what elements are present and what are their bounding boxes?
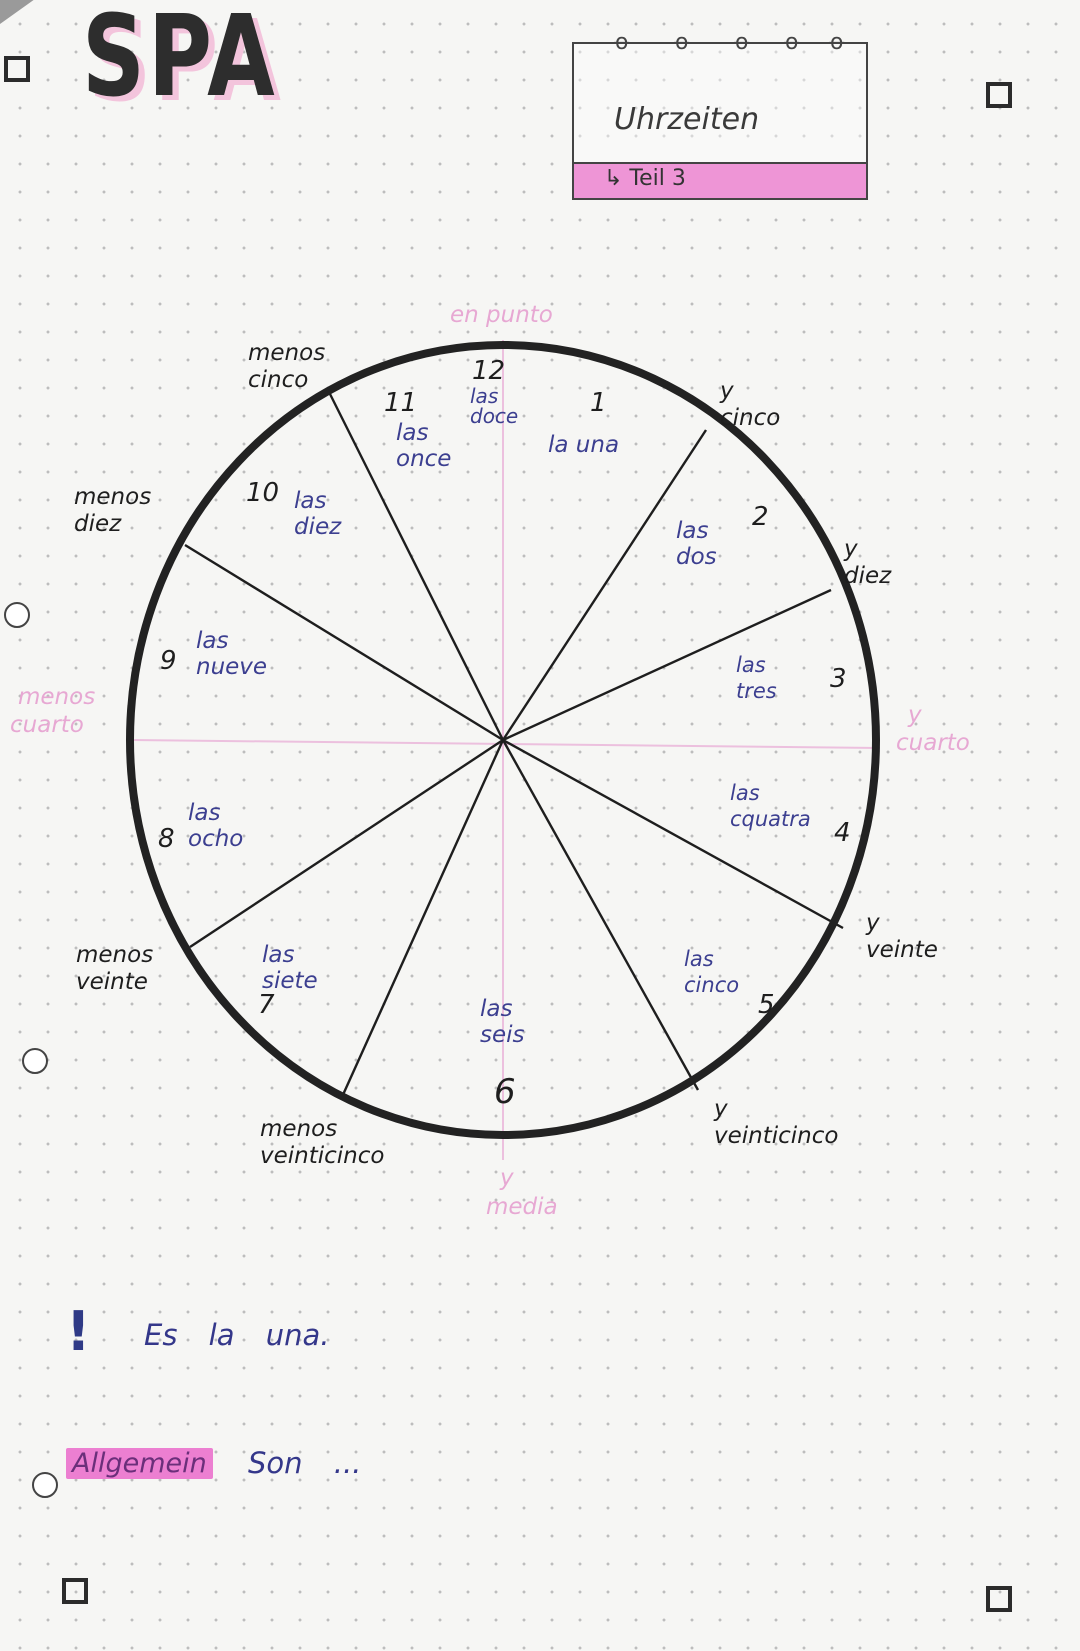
spiral-icon: ꝋ bbox=[674, 30, 690, 55]
hour-name: las dos bbox=[676, 518, 717, 570]
corner-marker-icon bbox=[986, 1586, 1012, 1612]
hour-name: las cinco bbox=[684, 947, 740, 997]
label-cuarto: cuarto bbox=[10, 712, 84, 738]
page-title: SPA bbox=[82, 0, 278, 122]
hour-number: 8 bbox=[158, 824, 175, 854]
label-y: y bbox=[500, 1165, 514, 1191]
hour-number: 11 bbox=[384, 388, 418, 418]
spiral-icon: ꝋ bbox=[734, 30, 750, 55]
hour-number: 10 bbox=[246, 478, 280, 508]
hour-number: 5 bbox=[758, 990, 775, 1020]
minute-label-5: y cinco bbox=[720, 378, 781, 431]
hour-number: 9 bbox=[160, 646, 177, 676]
minute-label-35: menos veinticinco bbox=[260, 1116, 385, 1169]
topic-title: Uhrzeiten bbox=[614, 102, 760, 137]
spiral-icon: ꝋ bbox=[614, 30, 630, 55]
hour-number: 12 bbox=[472, 356, 506, 386]
minute-label-55: menos cinco bbox=[248, 340, 326, 393]
minute-label-50: menos diez bbox=[74, 484, 152, 537]
hour-name: la una bbox=[548, 432, 620, 458]
hour-name: las siete bbox=[262, 942, 318, 994]
hour-number: 6 bbox=[494, 1072, 516, 1112]
corner-marker-icon bbox=[62, 1578, 88, 1604]
minute-label-10: y diez bbox=[844, 536, 892, 589]
hour-number: 1 bbox=[590, 388, 607, 418]
hour-number: 3 bbox=[830, 664, 847, 694]
hour-name: las nueve bbox=[196, 628, 268, 680]
hour-name: las ocho bbox=[188, 800, 244, 852]
exclamation-mark: ! bbox=[66, 1300, 91, 1363]
hour-number: 2 bbox=[752, 502, 769, 532]
hour-number: 4 bbox=[834, 818, 851, 848]
hour-name: las tres bbox=[736, 653, 777, 703]
hour-name: las seis bbox=[480, 996, 525, 1048]
note-plural: Son ... bbox=[248, 1446, 362, 1480]
label-y: y bbox=[908, 702, 922, 728]
minute-label-40: menos veinte bbox=[76, 942, 154, 995]
minute-label-20: y veinte bbox=[866, 910, 938, 963]
minute-label-25: y veinticinco bbox=[714, 1096, 839, 1149]
label-en-punto: en punto bbox=[450, 302, 553, 328]
label-media: media bbox=[486, 1194, 558, 1220]
label-menos: menos bbox=[18, 684, 96, 710]
label-cuarto: cuarto bbox=[896, 730, 970, 756]
note-singular: Es la una. bbox=[144, 1318, 330, 1352]
hour-name: las diez bbox=[294, 488, 342, 540]
spiral-icon: ꝋ bbox=[829, 30, 845, 55]
hour-name: las once bbox=[396, 420, 452, 472]
hour-number: 7 bbox=[258, 990, 275, 1020]
spiral-icon: ꝋ bbox=[784, 30, 800, 55]
tag-allgemein: Allgemein bbox=[66, 1448, 213, 1479]
hour-name: las cquatra bbox=[730, 781, 811, 831]
hour-name: las doce bbox=[470, 384, 519, 428]
topic-subtitle: ↳ Teil 3 bbox=[604, 166, 686, 191]
